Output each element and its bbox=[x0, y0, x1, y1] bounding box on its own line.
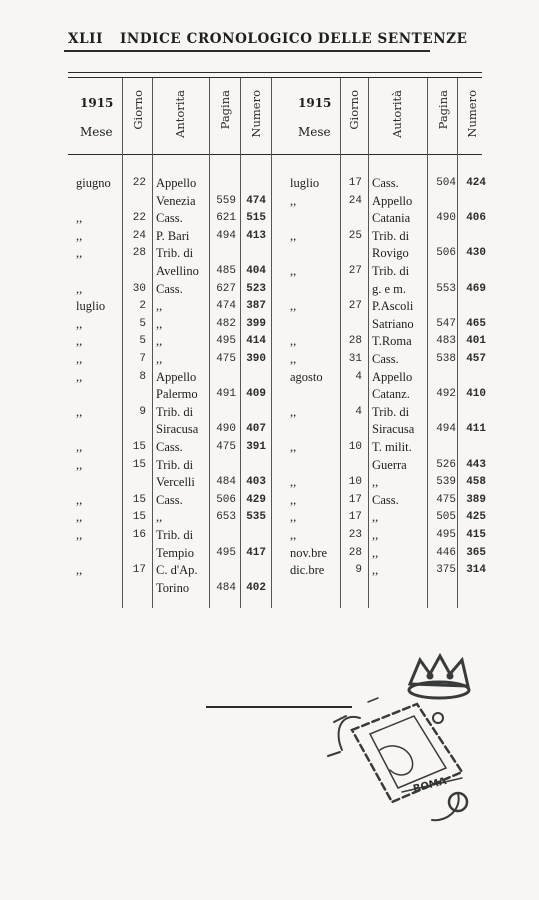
cell-autorita: Cass. bbox=[372, 176, 399, 190]
cell-autorita: T. milit. bbox=[372, 440, 412, 454]
cell-pagina: 495 bbox=[216, 547, 236, 559]
cell-numero: 399 bbox=[246, 318, 266, 330]
cell-giorno: 2 bbox=[139, 300, 146, 312]
cell-numero: 443 bbox=[466, 459, 486, 471]
cell-pagina: 653 bbox=[216, 511, 236, 523]
cell-giorno: 10 bbox=[348, 476, 362, 488]
cell-numero: 465 bbox=[466, 318, 486, 330]
cell-pagina: 495 bbox=[216, 335, 236, 347]
cell-giorno: 5 bbox=[139, 335, 146, 347]
cell-pagina: 504 bbox=[436, 177, 456, 189]
cell-autorita: Trib. di bbox=[372, 405, 410, 419]
cell-mese: ,, bbox=[290, 299, 297, 313]
cell-autorita: Catania bbox=[372, 211, 411, 225]
cell-mese: ,, bbox=[76, 246, 83, 260]
cell-giorno: 27 bbox=[348, 265, 362, 277]
cell-numero: 314 bbox=[466, 564, 486, 576]
table-top-rule-2 bbox=[68, 77, 482, 78]
cell-autorita: Cass. bbox=[372, 493, 399, 507]
pagina-label-left: Pagina bbox=[218, 90, 232, 130]
cell-numero: 429 bbox=[246, 494, 266, 506]
cell-autorita: ,, bbox=[372, 528, 379, 542]
autorita-label-left: Antorita bbox=[173, 90, 187, 138]
cell-autorita: Tempio bbox=[156, 546, 195, 560]
col-divider bbox=[271, 78, 272, 608]
cell-mese: ,, bbox=[290, 528, 297, 542]
cell-mese: ,, bbox=[290, 264, 297, 278]
cell-pagina: 492 bbox=[436, 388, 456, 400]
cell-pagina: 627 bbox=[216, 283, 236, 295]
cell-mese: luglio bbox=[290, 176, 320, 190]
cell-giorno: 17 bbox=[348, 494, 362, 506]
cell-pagina: 495 bbox=[436, 529, 456, 541]
giorno-label-left: Giorno bbox=[131, 90, 145, 130]
cell-autorita: C. d'Ap. bbox=[156, 563, 198, 577]
cell-pagina: 538 bbox=[436, 353, 456, 365]
cell-numero: 411 bbox=[466, 423, 486, 435]
cell-mese: ,, bbox=[76, 352, 83, 366]
cell-autorita: Appello bbox=[372, 370, 413, 384]
cell-numero: 365 bbox=[466, 547, 486, 559]
cell-giorno: 22 bbox=[132, 212, 146, 224]
cell-numero: 391 bbox=[246, 441, 266, 453]
cell-autorita: Cass. bbox=[156, 493, 183, 507]
cell-giorno: 24 bbox=[132, 230, 146, 242]
cell-giorno: 15 bbox=[132, 441, 146, 453]
cell-autorita: Appello bbox=[372, 194, 413, 208]
cell-pagina: 494 bbox=[436, 423, 456, 435]
cell-mese: ,, bbox=[76, 493, 83, 507]
cell-autorita: Siracusa bbox=[156, 422, 199, 436]
library-stamp bbox=[312, 652, 472, 827]
cell-autorita: Guerra bbox=[372, 458, 407, 472]
cell-pagina: 621 bbox=[216, 212, 236, 224]
cell-numero: 389 bbox=[466, 494, 486, 506]
cell-numero: 474 bbox=[246, 195, 266, 207]
cell-numero: 401 bbox=[466, 335, 486, 347]
cell-giorno: 25 bbox=[348, 230, 362, 242]
cell-pagina: 505 bbox=[436, 511, 456, 523]
cell-giorno: 10 bbox=[348, 441, 362, 453]
cell-autorita: Palermo bbox=[156, 387, 198, 401]
cell-giorno: 22 bbox=[132, 177, 146, 189]
cell-numero: 415 bbox=[466, 529, 486, 541]
cell-pagina: 490 bbox=[436, 212, 456, 224]
cell-autorita: Trib. di bbox=[372, 229, 410, 243]
cell-autorita: Trib. di bbox=[156, 458, 194, 472]
cell-giorno: 16 bbox=[132, 529, 146, 541]
cell-pagina: 475 bbox=[216, 441, 236, 453]
cell-giorno: 9 bbox=[139, 406, 146, 418]
cell-autorita: Cass. bbox=[156, 211, 183, 225]
cell-giorno: 15 bbox=[132, 494, 146, 506]
cell-giorno: 7 bbox=[139, 353, 146, 365]
cell-mese: giugno bbox=[76, 176, 111, 190]
cell-autorita: Venezia bbox=[156, 194, 196, 208]
cell-mese: dic.bre bbox=[290, 563, 325, 577]
cell-autorita: ,, bbox=[372, 546, 379, 560]
cell-autorita: ,, bbox=[156, 299, 163, 313]
cell-autorita: Trib. di bbox=[156, 246, 194, 260]
cell-pagina: 506 bbox=[436, 247, 456, 259]
cell-pagina: 553 bbox=[436, 283, 456, 295]
cell-numero: 407 bbox=[246, 423, 266, 435]
cell-numero: 424 bbox=[466, 177, 486, 189]
cell-autorita: Catanz. bbox=[372, 387, 410, 401]
giorno-label-right: Giorno bbox=[347, 90, 361, 130]
cell-giorno: 30 bbox=[132, 283, 146, 295]
cell-pagina: 484 bbox=[216, 582, 236, 594]
cell-autorita: Satriano bbox=[372, 317, 414, 331]
cell-numero: 515 bbox=[246, 212, 266, 224]
cell-autorita: P. Bari bbox=[156, 229, 190, 243]
cell-autorita: ,, bbox=[156, 317, 163, 331]
cell-numero: 387 bbox=[246, 300, 266, 312]
cell-mese: ,, bbox=[76, 370, 83, 384]
cell-numero: 406 bbox=[466, 212, 486, 224]
cell-mese: nov.bre bbox=[290, 546, 328, 560]
page-number: XLII bbox=[68, 31, 103, 47]
cell-giorno: 28 bbox=[132, 247, 146, 259]
cell-mese: ,, bbox=[290, 334, 297, 348]
cell-numero: 409 bbox=[246, 388, 266, 400]
cell-numero: 430 bbox=[466, 247, 486, 259]
cell-pagina: 491 bbox=[216, 388, 236, 400]
cell-autorita: ,, bbox=[156, 334, 163, 348]
cell-giorno: 17 bbox=[132, 564, 146, 576]
cell-mese: ,, bbox=[76, 282, 83, 296]
cell-mese: ,, bbox=[290, 493, 297, 507]
cell-numero: 390 bbox=[246, 353, 266, 365]
cell-autorita: Cass. bbox=[156, 440, 183, 454]
cell-pagina: 475 bbox=[436, 494, 456, 506]
cell-giorno: 15 bbox=[132, 511, 146, 523]
table-head-rule bbox=[68, 154, 482, 155]
cell-autorita: Rovigo bbox=[372, 246, 409, 260]
cell-pagina: 474 bbox=[216, 300, 236, 312]
cell-autorita: ,, bbox=[156, 352, 163, 366]
year-label-right: 1915 bbox=[298, 96, 332, 110]
autorita-label-right: Autorità bbox=[390, 90, 404, 138]
cell-giorno: 4 bbox=[355, 406, 362, 418]
cell-mese: ,, bbox=[290, 475, 297, 489]
cell-mese: luglio bbox=[76, 299, 106, 313]
cell-autorita: Trib. di bbox=[372, 264, 410, 278]
cell-mese: ,, bbox=[76, 440, 83, 454]
cell-mese: ,, bbox=[76, 334, 83, 348]
cell-giorno: 24 bbox=[348, 195, 362, 207]
cell-pagina: 484 bbox=[216, 476, 236, 488]
cell-numero: 457 bbox=[466, 353, 486, 365]
cell-numero: 469 bbox=[466, 283, 486, 295]
cell-mese: ,, bbox=[76, 510, 83, 524]
cell-numero: 404 bbox=[246, 265, 266, 277]
cell-autorita: Cass. bbox=[372, 352, 399, 366]
cell-pagina: 506 bbox=[216, 494, 236, 506]
cell-autorita: Trib. di bbox=[156, 528, 194, 542]
cell-mese: ,, bbox=[290, 229, 297, 243]
cell-autorita: Appello bbox=[156, 370, 197, 384]
mese-label-right: Mese bbox=[298, 125, 331, 139]
cell-pagina: 375 bbox=[436, 564, 456, 576]
page-header bbox=[62, 26, 468, 50]
cell-giorno: 5 bbox=[139, 318, 146, 330]
header-rule bbox=[64, 50, 430, 52]
cell-mese: ,, bbox=[290, 352, 297, 366]
cell-pagina: 559 bbox=[216, 195, 236, 207]
cell-numero: 458 bbox=[466, 476, 486, 488]
col-divider bbox=[240, 78, 241, 608]
cell-pagina: 494 bbox=[216, 230, 236, 242]
cell-autorita: ,, bbox=[372, 475, 379, 489]
cell-pagina: 446 bbox=[436, 547, 456, 559]
cell-numero: 403 bbox=[246, 476, 266, 488]
cell-autorita: Vercelli bbox=[156, 475, 195, 489]
cell-autorita: Cass. bbox=[156, 282, 183, 296]
cell-pagina: 485 bbox=[216, 265, 236, 277]
cell-mese: ,, bbox=[76, 563, 83, 577]
cell-numero: 523 bbox=[246, 283, 266, 295]
cell-autorita: P.Ascoli bbox=[372, 299, 414, 313]
stamp-text: ROMA bbox=[412, 776, 448, 795]
mese-label-left: Mese bbox=[80, 125, 113, 139]
cell-pagina: 482 bbox=[216, 318, 236, 330]
cell-numero: 414 bbox=[246, 335, 266, 347]
year-label-left: 1915 bbox=[80, 96, 114, 110]
cell-autorita: ,, bbox=[372, 510, 379, 524]
cell-autorita: Trib. di bbox=[156, 405, 194, 419]
page-title: INDICE CRONOLOGICO DELLE SENTENZE bbox=[120, 31, 468, 47]
cell-numero: 413 bbox=[246, 230, 266, 242]
cell-giorno: 4 bbox=[355, 371, 362, 383]
cell-numero: 535 bbox=[246, 511, 266, 523]
col-divider bbox=[122, 78, 123, 608]
cell-mese: agosto bbox=[290, 370, 323, 384]
cell-mese: ,, bbox=[290, 510, 297, 524]
cell-numero: 402 bbox=[246, 582, 266, 594]
cell-pagina: 526 bbox=[436, 459, 456, 471]
cell-pagina: 547 bbox=[436, 318, 456, 330]
table-top-rule bbox=[68, 72, 482, 73]
cell-numero: 425 bbox=[466, 511, 486, 523]
cell-giorno: 15 bbox=[132, 459, 146, 471]
cell-numero: 410 bbox=[466, 388, 486, 400]
cell-giorno: 28 bbox=[348, 547, 362, 559]
cell-pagina: 483 bbox=[436, 335, 456, 347]
cell-giorno: 9 bbox=[355, 564, 362, 576]
cell-mese: ,, bbox=[76, 211, 83, 225]
library-stamp-icon bbox=[312, 652, 472, 827]
cell-autorita: Avellino bbox=[156, 264, 199, 278]
cell-autorita: ,, bbox=[372, 563, 379, 577]
numero-label-right: Numero bbox=[465, 90, 479, 138]
col-divider bbox=[340, 78, 341, 608]
cell-pagina: 475 bbox=[216, 353, 236, 365]
cell-mese: ,, bbox=[76, 528, 83, 542]
cell-mese: ,, bbox=[76, 229, 83, 243]
cell-pagina: 539 bbox=[436, 476, 456, 488]
cell-autorita: Appello bbox=[156, 176, 197, 190]
cell-mese: ,, bbox=[76, 458, 83, 472]
pagina-label-right: Pagina bbox=[436, 90, 450, 130]
cell-mese: ,, bbox=[290, 194, 297, 208]
col-divider bbox=[209, 78, 210, 608]
cell-mese: ,, bbox=[290, 405, 297, 419]
cell-mese: ,, bbox=[76, 317, 83, 331]
col-divider bbox=[457, 78, 458, 608]
cell-autorita: g. e m. bbox=[372, 282, 407, 296]
cell-giorno: 28 bbox=[348, 335, 362, 347]
cell-giorno: 17 bbox=[348, 511, 362, 523]
col-divider bbox=[368, 78, 369, 608]
cell-mese: ,, bbox=[290, 440, 297, 454]
cell-giorno: 8 bbox=[139, 371, 146, 383]
cell-giorno: 27 bbox=[348, 300, 362, 312]
cell-giorno: 17 bbox=[348, 177, 362, 189]
cell-autorita: ,, bbox=[156, 510, 163, 524]
col-divider bbox=[152, 78, 153, 608]
cell-pagina: 490 bbox=[216, 423, 236, 435]
cell-autorita: Torino bbox=[156, 581, 190, 595]
numero-label-left: Numero bbox=[249, 90, 263, 138]
cell-giorno: 23 bbox=[348, 529, 362, 541]
col-divider bbox=[427, 78, 428, 608]
cell-giorno: 31 bbox=[348, 353, 362, 365]
cell-autorita: Siracusa bbox=[372, 422, 415, 436]
cell-mese: ,, bbox=[76, 405, 83, 419]
cell-autorita: T.Roma bbox=[372, 334, 412, 348]
cell-numero: 417 bbox=[246, 547, 266, 559]
